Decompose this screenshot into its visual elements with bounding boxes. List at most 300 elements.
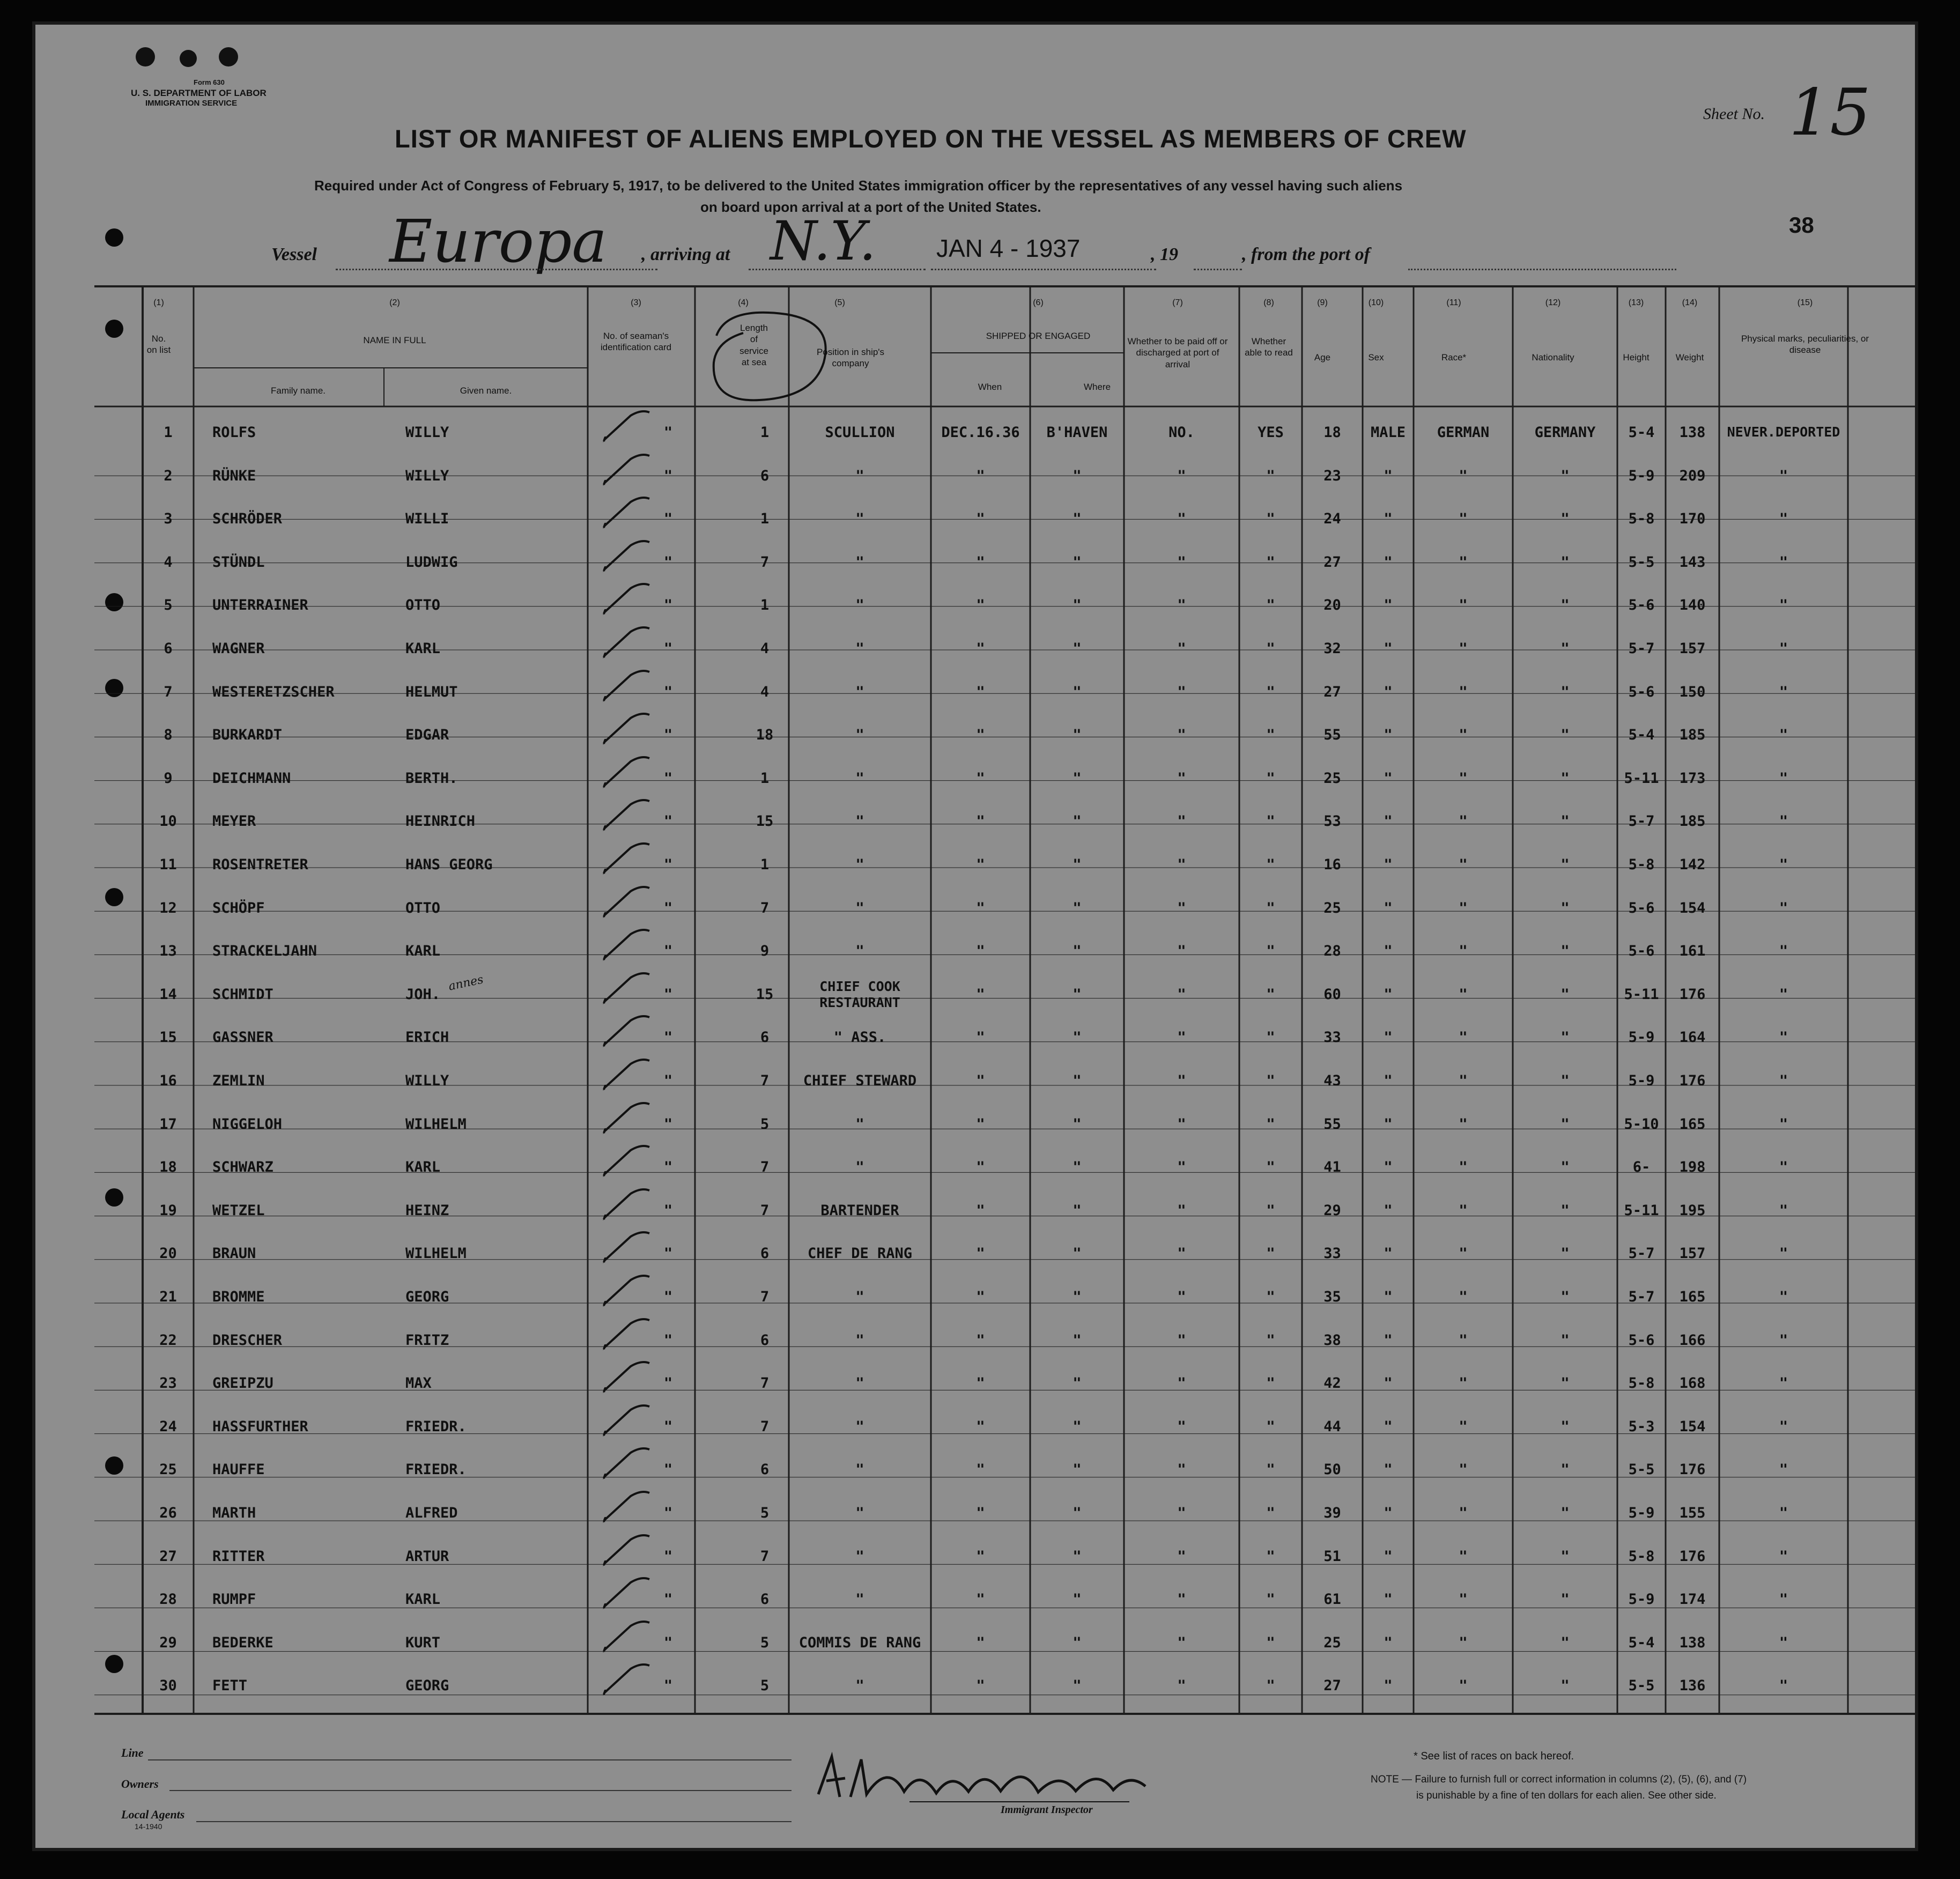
height: 5-11 — [1624, 1202, 1659, 1219]
weight: 164 — [1679, 1029, 1706, 1046]
check-mark-icon — [598, 452, 657, 489]
row-number: 12 — [159, 899, 177, 916]
header-sex: Sex — [1368, 352, 1384, 363]
weight: 165 — [1679, 1289, 1706, 1305]
check-mark-icon — [598, 1316, 657, 1353]
physical-marks: " — [1779, 511, 1788, 528]
nationality: " — [1560, 640, 1570, 657]
length-of-service: 1 — [760, 597, 770, 614]
check-mark-icon — [598, 1273, 657, 1310]
height: 5-3 — [1628, 1418, 1655, 1435]
race: " — [1459, 986, 1468, 1003]
age: 42 — [1323, 1375, 1341, 1392]
paid-off: " — [1177, 1072, 1186, 1089]
weight: 166 — [1679, 1331, 1706, 1349]
id-card-ditto: " — [663, 813, 673, 830]
given-name: ALFRED — [405, 1505, 458, 1521]
height: 5-10 — [1624, 1115, 1659, 1133]
shipped-where: " — [1073, 986, 1082, 1003]
id-card-ditto: " — [663, 467, 673, 484]
position: " — [855, 1115, 864, 1133]
paid-off: " — [1177, 986, 1186, 1003]
race: GERMAN — [1437, 424, 1490, 441]
nationality: " — [1560, 467, 1570, 484]
row-number: 17 — [159, 1115, 177, 1133]
header-paid-off: Whether to be paid off or discharged at port of arrival — [1127, 336, 1228, 369]
family-name: HAUFFE — [212, 1461, 265, 1478]
sex: " — [1384, 467, 1393, 484]
nationality: " — [1560, 1331, 1570, 1349]
physical-marks: " — [1779, 1159, 1788, 1176]
given-name: KURT — [405, 1634, 441, 1651]
shipped-where: " — [1073, 1029, 1082, 1046]
physical-marks: " — [1779, 640, 1788, 657]
position: " — [855, 1461, 864, 1478]
id-card-ditto: " — [663, 986, 673, 1003]
footer-form-code: 14-1940 — [135, 1822, 162, 1831]
header-name-in-full: NAME IN FULL — [363, 335, 426, 345]
physical-marks: " — [1779, 1548, 1788, 1565]
nationality: " — [1560, 1289, 1570, 1305]
shipped-where: " — [1073, 727, 1082, 744]
able-to-read: " — [1266, 1505, 1275, 1521]
physical-marks: " — [1779, 1418, 1788, 1435]
able-to-read: " — [1266, 553, 1275, 571]
weight: 185 — [1679, 727, 1706, 744]
id-card-ditto: " — [663, 1331, 673, 1349]
check-mark-icon — [598, 624, 657, 662]
weight: 209 — [1679, 467, 1706, 484]
shipped-when: " — [976, 899, 985, 916]
paid-off: " — [1177, 727, 1186, 744]
height: 5-6 — [1628, 597, 1655, 614]
physical-marks: " — [1779, 1505, 1788, 1521]
length-of-service: 6 — [760, 1461, 770, 1478]
age: 44 — [1323, 1418, 1341, 1435]
age: 41 — [1323, 1159, 1341, 1176]
age: 53 — [1323, 813, 1341, 830]
nationality: " — [1560, 813, 1570, 830]
height: 5-4 — [1628, 727, 1655, 744]
physical-marks: " — [1779, 1461, 1788, 1478]
check-mark-icon — [598, 754, 657, 791]
physical-marks: NEVER.DEPORTED — [1727, 424, 1840, 440]
id-card-ditto: " — [663, 943, 673, 960]
nationality: " — [1560, 856, 1570, 873]
length-of-service: 1 — [760, 511, 770, 528]
physical-marks: " — [1779, 1677, 1788, 1695]
given-name: KARL — [405, 1159, 441, 1176]
vessel-label: Vessel — [271, 245, 317, 264]
race: " — [1459, 943, 1468, 960]
id-card-ditto: " — [663, 727, 673, 744]
check-mark-icon — [598, 1359, 657, 1396]
length-of-service: 6 — [760, 1591, 770, 1608]
physical-marks: " — [1779, 1289, 1788, 1305]
shipped-when: " — [976, 986, 985, 1003]
family-name: ROSENTRETER — [212, 856, 308, 873]
given-name: BERTH. — [405, 770, 458, 787]
shipped-where: " — [1073, 943, 1082, 960]
able-to-read: " — [1266, 1202, 1275, 1219]
check-mark-icon — [598, 1229, 657, 1267]
inspector-signature — [808, 1746, 1151, 1810]
able-to-read: " — [1266, 1072, 1275, 1089]
footer-agents-label: Local Agents — [121, 1808, 185, 1821]
length-of-service: 7 — [760, 1375, 770, 1392]
able-to-read: " — [1266, 813, 1275, 830]
length-of-service: 15 — [756, 986, 774, 1003]
paid-off: " — [1177, 1375, 1186, 1392]
age: 29 — [1323, 1202, 1341, 1219]
row-number: 15 — [159, 1029, 177, 1046]
position: " — [855, 553, 864, 571]
age: 33 — [1323, 1245, 1341, 1262]
shipped-where: " — [1073, 1505, 1082, 1521]
check-mark-icon — [598, 408, 657, 446]
weight: 168 — [1679, 1375, 1706, 1392]
id-card-ditto: " — [663, 1677, 673, 1695]
paid-off: " — [1177, 899, 1186, 916]
shipped-where: " — [1073, 899, 1082, 916]
family-name: DRESCHER — [212, 1331, 283, 1349]
header-age: Age — [1314, 352, 1331, 363]
row-number: 19 — [159, 1202, 177, 1219]
weight: 174 — [1679, 1591, 1706, 1608]
nationality: " — [1560, 597, 1570, 614]
age: 16 — [1323, 856, 1341, 873]
given-name: WILHELM — [405, 1245, 467, 1262]
race: " — [1459, 1159, 1468, 1176]
position: " — [855, 1548, 864, 1565]
check-mark-icon — [598, 1056, 657, 1094]
row-number: 1 — [164, 424, 173, 441]
age: 38 — [1323, 1331, 1341, 1349]
length-of-service: 4 — [760, 683, 770, 700]
header-height: Height — [1623, 352, 1650, 363]
id-card-ditto: " — [663, 770, 673, 787]
row-number: 14 — [159, 986, 177, 1003]
paid-off: " — [1177, 640, 1186, 657]
shipped-where: " — [1073, 1289, 1082, 1305]
shipped-when: " — [976, 1375, 985, 1392]
vessel-name: Europa — [389, 207, 607, 276]
header-length-service: Length of service at sea — [739, 323, 768, 367]
paid-off: " — [1177, 1331, 1186, 1349]
subheader-family: Family name. — [270, 386, 326, 396]
length-of-service: 6 — [760, 1331, 770, 1349]
row-number: 4 — [164, 553, 173, 571]
check-mark-icon — [598, 1661, 657, 1699]
shipped-where: " — [1073, 1331, 1082, 1349]
nationality: " — [1560, 1202, 1570, 1219]
weight: 154 — [1679, 1418, 1706, 1435]
family-name: WESTERETZSCHER — [212, 683, 335, 700]
paid-off: " — [1177, 1548, 1186, 1565]
nationality: " — [1560, 1029, 1570, 1046]
sex: " — [1384, 943, 1393, 960]
given-name: FRIEDR. — [405, 1461, 467, 1478]
race: " — [1459, 1461, 1468, 1478]
able-to-read: " — [1266, 1029, 1275, 1046]
sex: " — [1384, 597, 1393, 614]
physical-marks: " — [1779, 856, 1788, 873]
able-to-read: " — [1266, 1634, 1275, 1651]
age: 55 — [1323, 727, 1341, 744]
id-card-ditto: " — [663, 683, 673, 700]
shipped-when: " — [976, 1548, 985, 1565]
header-id-card: No. of seaman's identification card — [600, 331, 672, 353]
stamp-number: 38 — [1789, 212, 1814, 238]
shipped-when: " — [976, 1245, 985, 1262]
length-of-service: 9 — [760, 943, 770, 960]
sex: " — [1384, 553, 1393, 571]
able-to-read: " — [1266, 1375, 1275, 1392]
height: 5-9 — [1628, 1072, 1655, 1089]
weight: 140 — [1679, 597, 1706, 614]
age: 27 — [1323, 553, 1341, 571]
age: 28 — [1323, 943, 1341, 960]
shipped-when: " — [976, 1591, 985, 1608]
given-name: FRITZ — [405, 1331, 449, 1349]
arriving-label: , arriving at — [641, 245, 730, 264]
nationality: " — [1560, 1072, 1570, 1089]
shipped-where: " — [1073, 856, 1082, 873]
subheader-where: Where — [1083, 382, 1111, 392]
position: SCULLION — [825, 424, 895, 441]
paid-off: " — [1177, 683, 1186, 700]
col-num: (9) — [1317, 298, 1328, 307]
physical-marks: " — [1779, 1245, 1788, 1262]
shipped-when: " — [976, 1289, 985, 1305]
nationality: " — [1560, 1677, 1570, 1695]
check-mark-icon — [598, 1532, 657, 1570]
physical-marks: " — [1779, 899, 1788, 916]
family-name: MEYER — [212, 813, 256, 830]
shipped-where: " — [1073, 1245, 1082, 1262]
position: " — [855, 1418, 864, 1435]
paid-off: " — [1177, 467, 1186, 484]
paid-off: " — [1177, 1115, 1186, 1133]
able-to-read: " — [1266, 727, 1275, 744]
weight: 165 — [1679, 1115, 1706, 1133]
age: 50 — [1323, 1461, 1341, 1478]
able-to-read: " — [1266, 986, 1275, 1003]
age: 33 — [1323, 1029, 1341, 1046]
able-to-read: " — [1266, 1461, 1275, 1478]
shipped-when: DEC.16.36 — [941, 424, 1020, 441]
height: 5-8 — [1628, 1375, 1655, 1392]
check-mark-icon — [598, 1445, 657, 1483]
race: " — [1459, 640, 1468, 657]
check-mark-icon — [598, 1618, 657, 1656]
nationality: " — [1560, 986, 1570, 1003]
length-of-service: 7 — [760, 1548, 770, 1565]
shipped-when: " — [976, 1115, 985, 1133]
age: 51 — [1323, 1548, 1341, 1565]
age: 24 — [1323, 511, 1341, 528]
col-num: (11) — [1446, 298, 1461, 307]
row-number: 9 — [164, 770, 173, 787]
col-num: (10) — [1368, 298, 1384, 307]
physical-marks: " — [1779, 467, 1788, 484]
weight: 155 — [1679, 1505, 1706, 1521]
physical-marks: " — [1779, 727, 1788, 744]
paid-off: " — [1177, 856, 1186, 873]
length-of-service: 7 — [760, 1289, 770, 1305]
weight: 157 — [1679, 640, 1706, 657]
race: " — [1459, 1634, 1468, 1651]
id-card-ditto: " — [663, 1505, 673, 1521]
able-to-read: " — [1266, 597, 1275, 614]
family-name: SCHÖPF — [212, 899, 265, 916]
family-name: STRACKELJAHN — [212, 943, 317, 960]
row-number: 20 — [159, 1245, 177, 1262]
sex: " — [1384, 1677, 1393, 1695]
race: " — [1459, 597, 1468, 614]
race: " — [1459, 511, 1468, 528]
row-number: 3 — [164, 511, 173, 528]
shipped-where: " — [1073, 553, 1082, 571]
given-name: HELMUT — [405, 683, 458, 700]
height: 5-6 — [1628, 943, 1655, 960]
height: 5-7 — [1628, 1289, 1655, 1305]
nationality: " — [1560, 683, 1570, 700]
given-name: HANS GEORG — [405, 856, 493, 873]
family-name: MARTH — [212, 1505, 256, 1521]
able-to-read: " — [1266, 1591, 1275, 1608]
shipped-when: " — [976, 1159, 985, 1176]
position: CHEF DE RANG — [807, 1245, 913, 1262]
shipped-where: " — [1073, 1418, 1082, 1435]
row-number: 18 — [159, 1159, 177, 1176]
row-number: 29 — [159, 1634, 177, 1651]
shipped-where: " — [1073, 511, 1082, 528]
nationality: " — [1560, 1461, 1570, 1478]
col-num: (15) — [1797, 298, 1813, 307]
subheader-when: When — [978, 382, 1002, 392]
height: 5-4 — [1628, 424, 1655, 441]
row-number: 8 — [164, 727, 173, 744]
shipped-when: " — [976, 813, 985, 830]
row-number: 13 — [159, 943, 177, 960]
race: " — [1459, 899, 1468, 916]
height: 5-9 — [1628, 1591, 1655, 1608]
form-number: Form 630 — [194, 78, 225, 86]
sex: " — [1384, 770, 1393, 787]
position: " — [855, 467, 864, 484]
height: 5-8 — [1628, 511, 1655, 528]
age: 55 — [1323, 1115, 1341, 1133]
row-number: 23 — [159, 1375, 177, 1392]
race: " — [1459, 1505, 1468, 1521]
footer-note-line-2: is punishable by a fine of ten dollars for each alien. See other side. — [1416, 1790, 1717, 1801]
height: 5-7 — [1628, 813, 1655, 830]
shipped-where: B'HAVEN — [1046, 424, 1108, 441]
weight: 154 — [1679, 899, 1706, 916]
able-to-read: " — [1266, 1115, 1275, 1133]
given-name: MAX — [405, 1375, 432, 1392]
sex: " — [1384, 683, 1393, 700]
family-name: RUMPF — [212, 1591, 256, 1608]
id-card-ditto: " — [663, 1029, 673, 1046]
circle-annotation — [695, 304, 840, 405]
family-name: SCHWARZ — [212, 1159, 273, 1176]
check-mark-icon — [598, 1100, 657, 1137]
age: 39 — [1323, 1505, 1341, 1521]
position: " — [855, 511, 864, 528]
shipped-when: " — [976, 1202, 985, 1219]
id-card-ditto: " — [663, 1418, 673, 1435]
shipped-where: " — [1073, 1115, 1082, 1133]
given-name-note: annes — [447, 973, 485, 994]
header-physical-marks: Physical marks, peculiarities, or disease — [1741, 334, 1869, 356]
given-name: HEINRICH — [405, 813, 476, 830]
family-name: BURKARDT — [212, 727, 283, 744]
race: " — [1459, 1115, 1468, 1133]
col-num: (14) — [1682, 298, 1698, 307]
physical-marks: " — [1779, 1591, 1788, 1608]
position: " — [855, 597, 864, 614]
shipped-where: " — [1073, 1202, 1082, 1219]
check-mark-icon — [598, 668, 657, 705]
race: " — [1459, 727, 1468, 744]
length-of-service: 15 — [756, 813, 774, 830]
position: " — [855, 813, 864, 830]
col-num: (13) — [1628, 298, 1644, 307]
nationality: GERMANY — [1534, 424, 1596, 441]
col-num: (2) — [389, 298, 400, 307]
shipped-where: " — [1073, 1461, 1082, 1478]
sex: " — [1384, 1245, 1393, 1262]
sheet-number: 15 — [1789, 76, 1871, 150]
row-number: 10 — [159, 813, 177, 830]
nationality: " — [1560, 1505, 1570, 1521]
col-num: (4) — [738, 298, 749, 307]
check-mark-icon — [598, 1575, 657, 1612]
footer-line-label: Line — [121, 1746, 144, 1759]
position: CHIEF STEWARD — [803, 1072, 917, 1089]
check-mark-icon — [598, 840, 657, 878]
given-name: ARTUR — [405, 1548, 449, 1565]
sex: " — [1384, 1548, 1393, 1565]
able-to-read: " — [1266, 640, 1275, 657]
given-name: GEORG — [405, 1677, 449, 1695]
race: " — [1459, 770, 1468, 787]
position: " — [855, 770, 864, 787]
date-stamp: JAN 4 - 1937 — [936, 234, 1081, 262]
row-number: 6 — [164, 640, 173, 657]
physical-marks: " — [1779, 1029, 1788, 1046]
check-mark-icon — [598, 581, 657, 618]
given-name: KARL — [405, 1591, 441, 1608]
family-name: UNTERRAINER — [212, 597, 308, 614]
family-name: DEICHMANN — [212, 770, 291, 787]
length-of-service: 7 — [760, 1072, 770, 1089]
sex: " — [1384, 1202, 1393, 1219]
physical-marks: " — [1779, 1375, 1788, 1392]
age: 25 — [1323, 770, 1341, 787]
row-number: 30 — [159, 1677, 177, 1695]
nationality: " — [1560, 1159, 1570, 1176]
paid-off: " — [1177, 813, 1186, 830]
check-mark-icon — [598, 1402, 657, 1440]
weight: 138 — [1679, 424, 1706, 441]
check-mark-icon — [598, 884, 657, 921]
col-num: (3) — [631, 298, 641, 307]
id-card-ditto: " — [663, 1072, 673, 1089]
race: " — [1459, 813, 1468, 830]
